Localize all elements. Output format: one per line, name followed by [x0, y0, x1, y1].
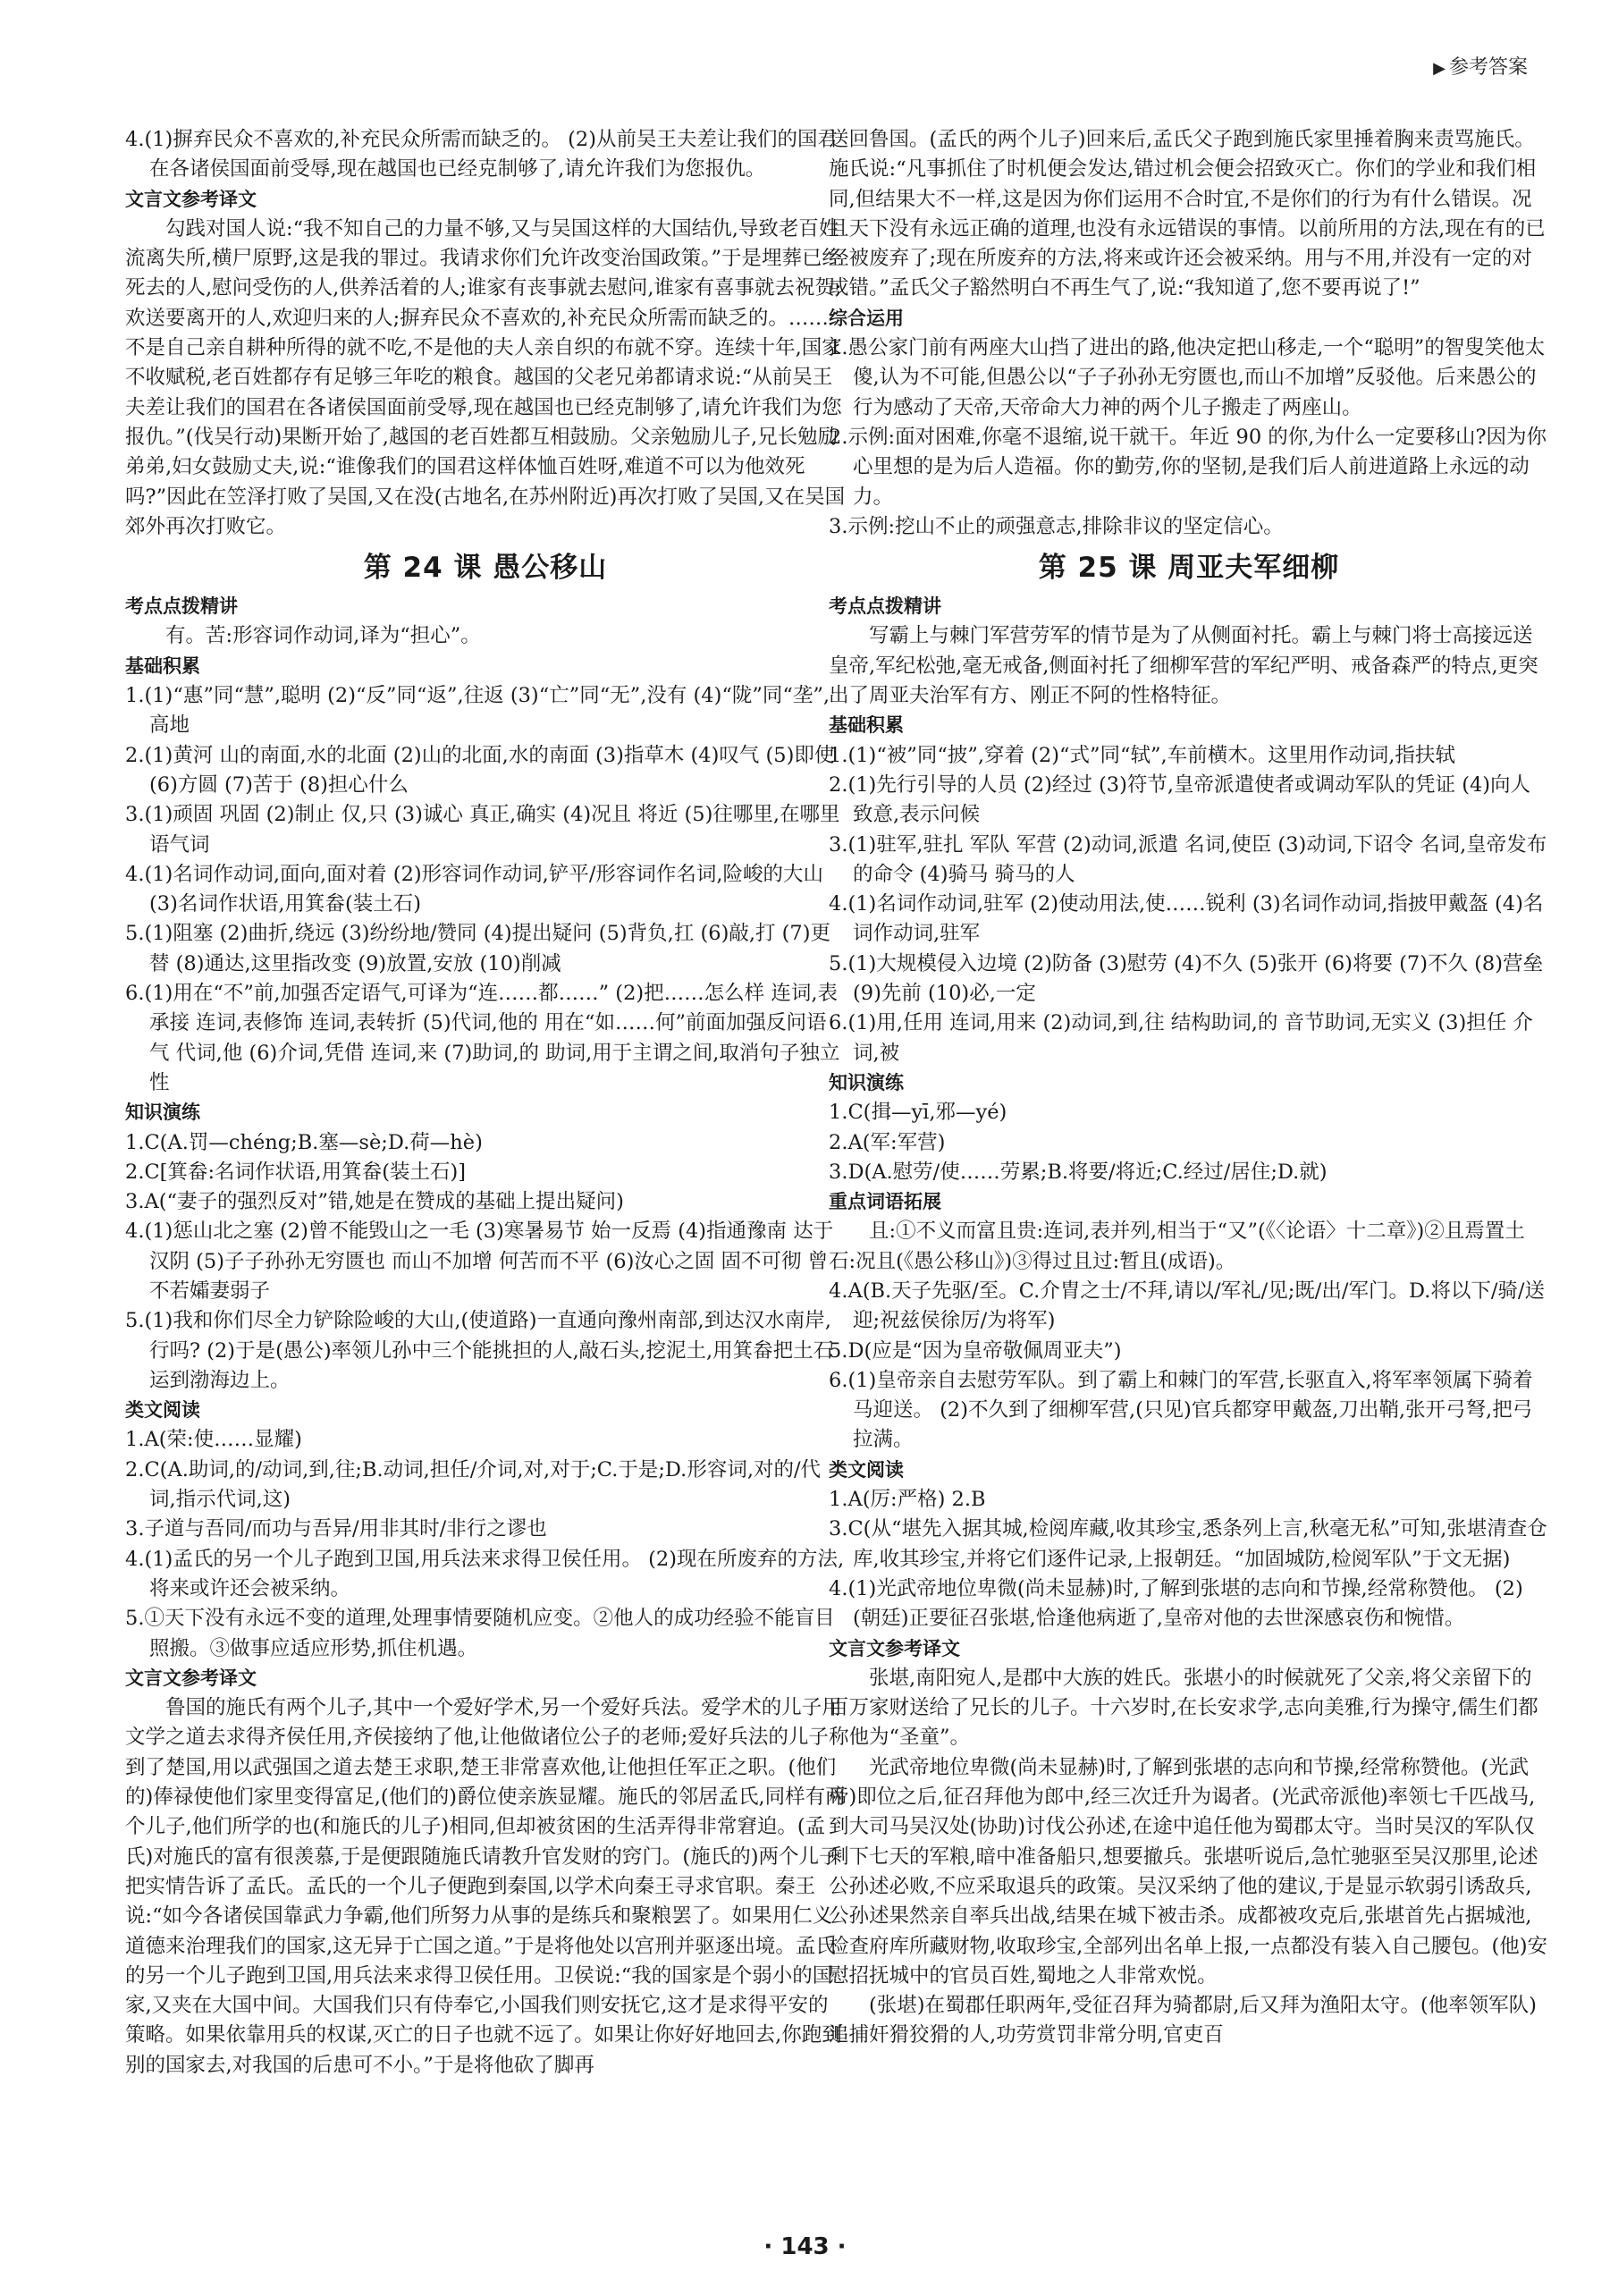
section-heading: 知识演练	[125, 1102, 200, 1124]
answer-item: 2.A(军:军营)	[829, 1130, 946, 1154]
left-column	[125, 125, 846, 2081]
answer-item: 4.(1)名词作动词,驻军 (2)使动用法,使……锐利 (3)名词作动词,指披甲戴盔 (4)名词作动词,驻军	[829, 892, 1544, 946]
right-column	[829, 125, 1549, 2051]
lesson-title: 第 25 课 周亚夫军细柳	[1038, 552, 1340, 585]
answer-item: 1.愚公家门前有两座大山挡了进出的路,他决定把山移走,一个“聪明”的智叟笑他太傻,认为不可能,但愚公以“子子孙孙无穷匮也,而山不加增”反驳他。后来愚公的行为感动了天帝,天帝命大力神的两个儿子搬走了两座山。	[829, 336, 1546, 419]
answer-item: 4.A(B.天子先驱/至。C.介胄之士/不拜,请以/军礼/见;既/出/军门。D.将以下/骑/送迎;祝兹侯徐厉/为将军)	[829, 1279, 1546, 1333]
answer-item: 2.示例:面对困难,你毫不退缩,说干就干。年近 90 的你,为什么一定要移山?因为你心里想的是为后人造福。你的勤劳,你的坚韧,是我们后人前进道路上永远的动力。	[829, 425, 1547, 509]
section-heading: 综合运用	[829, 307, 904, 329]
translation-text: 光武帝地位卑微(尚未显赫)时,了解到张堪的志向和节操,经常称赞他。(光武帝)即位之后,征召拜他为郎中,经三次迁升为谒者。(光武帝派他)率领七千匹战马,到大司马吴汉处(协助)讨伐公孙述,在途中追任他为蜀郡太守。当时吴汉的军队仅剩下七天的军粮,暗中准备船只,想要撤兵。张堪听说后,急忙驰驱至吴汉那里,论述公孙述必败,不应采取退兵的政策。吴汉采纳了他的建议,于是显示软弱引诱敌兵,公孙述果然亲自率兵出战,结果在城下被击杀。成都被攻克后,张堪首先占据城池,检查府库所藏财物,收取珍宝,全部列出名单上报,一点都没有装入自己腰包。(他)安慰招抚城中的官员百姓,蜀地之人非常欢悦。	[829, 1755, 1548, 1988]
answer-item: 3.子道与吾同/而功与吾异/用非其时/非行之谬也	[125, 1517, 547, 1541]
triangle-icon: ▶	[1433, 59, 1446, 78]
section-heading: 文言文参考译文	[125, 188, 257, 210]
answer-text: 且:①不义而富且贵:连词,表并列,相当于“又”(《〈论语〉十二章》)②且焉置土石:况且(《愚公移山》)③得过且过:暂且(成语)。	[829, 1220, 1525, 1273]
answer-item: 4.(1)惩山北之塞 (2)曾不能毁山之一毛 (3)寒暑易节 始一反焉 (4)指通豫南 达于汉阴 (5)子子孙孙无穷匮也 而山不加增 何苦而不平 (6)汝心之固 固不可彻 曾不若孀妻弱子	[125, 1220, 834, 1303]
answer-item: 5.(1)我和你们尽全力铲除险峻的大山,(使道路)一直通向豫州南部,到达汉水南岸,行吗? (2)于是(愚公)率领儿孙中三个能挑担的人,敲石头,挖泥土,用箕畚把土石运到渤海边上。	[125, 1309, 834, 1392]
section-heading: 类文阅读	[829, 1458, 904, 1481]
answer-item: 1.(1)“惠”同“慧”,聪明 (2)“反”同“返”,往返 (3)“亡”同“无”,没有 (4)“陇”同“垄”,高地	[125, 684, 830, 738]
answer-item: 5.(1)大规模侵入边境 (2)防备 (3)慰劳 (4)不久 (5)张开 (6)将要 (7)不久 (8)营垒 (9)先前 (10)必,一定	[829, 951, 1544, 1006]
answer-item: 4.(1)孟氏的另一个儿子跑到卫国,用兵法来求得卫侯任用。 (2)现在所废弃的方法,将来或许还会被采纳。	[125, 1547, 845, 1600]
answer-item: 5.①天下没有永远不变的道理,处理事情要随机应变。②他人的成功经验不能盲目照搬。③做事应适应形势,抓住机遇。	[125, 1607, 835, 1660]
answer-item: 2.(1)先行引导的人员 (2)经过 (3)符节,皇帝派遣使者或调动军队的凭证 (4)向人致意,表示问候	[829, 772, 1531, 827]
answer-item: 3.(1)顽固 巩固 (2)制止 仅,只 (3)诚心 真正,确实 (4)况且 将近 (5)往哪里,在哪里 语气词	[125, 803, 840, 857]
section-heading: 知识演练	[829, 1071, 904, 1093]
answer-item: 5.(1)阻塞 (2)曲折,绕远 (3)纷纷地/赞同 (4)提出疑问 (5)背负,扛 (6)敲,打 (7)更替 (8)通达,这里指改变 (9)放置,安放 (10)削减	[125, 922, 831, 975]
answer-item: 4.(1)名词作动词,面向,面对着 (2)形容词作动词,铲平/形容词作名词,险峻的大山 (3)名词作状语,用箕畚(装土石)	[125, 862, 824, 916]
section-heading: 基础积累	[829, 714, 904, 737]
section-heading: 考点点拨精讲	[125, 595, 238, 618]
answer-item: 2.(1)黄河 山的南面,水的北面 (2)山的北面,水的南面 (3)指草木 (4)叹气 (5)即使 (6)方圆 (7)苦于 (8)担心什么	[125, 743, 835, 797]
answer-item: 1.A(荣:使……显耀)	[125, 1428, 302, 1452]
answer-text: 写霸上与棘门军营劳军的情节是为了从侧面衬托。霸上与棘门将士高接远送皇帝,军纪松弛,毫无戒备,侧面衬托了细柳军营的军纪严明、戒备森严的特点,更突出了周亚夫治军有方、刚正不阿的性格特征。	[829, 624, 1538, 708]
answer-item: 6.(1)用,任用 连词,用来 (2)动词,到,往 结构助词,的 音节助词,无实义 (3)担任 介词,被	[829, 1011, 1533, 1065]
answer-item: 1.C(A.罚—chéng;B.塞—sè;D.荷—hè)	[125, 1130, 483, 1154]
section-header	[1433, 52, 1528, 80]
answer-item: 5.D(应是“因为皇帝敬佩周亚夫”)	[829, 1338, 1122, 1363]
lesson-title: 第 24 课 愚公移山	[363, 552, 608, 585]
answer-item: 3.(1)驻军,驻扎 军队 军营 (2)动词,派遣 名词,使臣 (3)动词,下诏令 名词,皇帝发布的命令 (4)骑马 骑马的人	[829, 832, 1547, 886]
answer-text: 4.(1)摒弃民众不喜欢的,补充民众所需而缺乏的。 (2)从前吴王夫差让我们的国君在各诸侯国面前受辱,现在越国也已经克制够了,请允许我们为您报仇。	[125, 128, 839, 181]
answer-item: 3.示例:挖山不止的顽强意志,排除非议的坚定信心。	[829, 514, 1284, 538]
answer-item: 2.C[箕畚:名词作状语,用箕畚(装土石)]	[125, 1160, 467, 1184]
answer-item: 4.(1)光武帝地位卑微(尚未显赫)时,了解到张堪的志向和节操,经常称赞他。 (2)(朝廷)正要征召张堪,恰逢他病逝了,皇帝对他的去世深感哀伤和惋惜。	[829, 1576, 1523, 1631]
answer-item: 3.D(A.慰劳/使……劳累;B.将要/将近;C.经过/居住;D.就)	[829, 1160, 1328, 1184]
translation-text: 勾践对国人说:“我不知自己的力量不够,又与吴国这样的大国结仇,导致老百姓流离失所,横尸原野,这是我的罪过。我请求你们允许改变治国政策。”于是埋葬已经死去的人,慰问受伤的人,供养活着的人;谁家有丧事就去慰问,谁家有喜事就去祝贺;欢送要离开的人,欢迎归来的人;摒弃民众不喜欢的,补充民众所需而缺乏的。……不是自己亲自耕种所得的就不吃,不是他的夫人亲自织的布就不穿。连续十年,国家不收赋税,老百姓都存有足够三年吃的粮食。越国的父老兄弟都请求说:“从前吴王夫差让我们的国君在各诸侯国面前受辱,现在越国也已经克制够了,请允许我们为您报仇。”(伐吴行动)果断开始了,越国的老百姓都互相鼓励。父亲勉励儿子,兄长勉励弟弟,妇女鼓励丈夫,说:“谁像我们的国君这样体恤百姓呀,难道不可以为他效死吗?”因此在笠泽打败了吴国,又在没(古地名,在苏州附近)再次打败了吴国,又在吴国郊外再次打败它。	[125, 216, 846, 538]
answer-item: 1.A(厉:严格) 2.B	[829, 1488, 986, 1512]
answer-item: 3.C(从“堪先入据其城,检阅库藏,收其珍宝,悉条列上言,秋毫无私”可知,张堪清查仓库,收其珍宝,并将它们逐件记录,上报朝廷。“加固城防,检阅军队”于文无据)	[829, 1517, 1547, 1571]
answer-item: 1.(1)“被”同“披”,穿着 (2)“式”同“轼”,车前横木。这里用作动词,指扶轼	[829, 743, 1455, 767]
answer-item: 1.C(揖—yī,邪—yé)	[829, 1101, 1007, 1125]
answer-text: 有。苦:形容词作动词,译为“担心”。	[165, 624, 481, 648]
section-heading: 类文阅读	[125, 1399, 200, 1422]
translation-text: 送回鲁国。(孟氏的两个儿子)回来后,孟氏父子跑到施氏家里捶着胸来责骂施氏。施氏说:“凡事抓住了时机便会发达,错过机会便会招致灭亡。你们的学业和我们相同,但结果大不一样,这是因为你们运用不合时宜,不是你们的行为有什么错误。况且天下没有永远正确的道理,也没有永远错误的事情。以前所用的方法,现在有的已经被废弃了;现在所废弃的方法,将来或许还会被采纳。用与不用,并没有一定的对或错。”孟氏父子豁然明白不再生气了,说:“我知道了,您不要再说了!”	[829, 128, 1546, 300]
page-number: · 143 ·	[763, 2233, 847, 2260]
answer-item: 2.C(A.助词,的/动词,到,往;B.动词,担任/介词,对,对于;C.于是;D.形容词,对的/代词,指示代词,这)	[125, 1457, 822, 1512]
translation-text: (张堪)在蜀郡任职两年,受征召拜为骑都尉,后又拜为渔阳太守。(他率领军队)追捕奸猾狡猾的人,功劳赏罚非常分明,官吏百	[829, 1994, 1537, 2047]
answer-item: 6.(1)皇帝亲自去慰劳军队。到了霸上和棘门的军营,长驱直入,将军率领属下骑着马迎送。 (2)不久到了细柳军营,(只见)官兵都穿甲戴盔,刀出鞘,张开弓弩,把弓拉满。	[829, 1368, 1533, 1452]
answer-item: 3.A(“妻子的强烈反对”错,她是在赞成的基础上提出疑问)	[125, 1190, 624, 1214]
translation-text: 张堪,南阳宛人,是郡中大族的姓氏。张堪小的时候就死了父亲,将父亲留下的百万家财送给了兄长的儿子。十六岁时,在长安求学,志向美雅,行为操守,儒生们都称他为“圣童”。	[829, 1666, 1538, 1750]
section-heading: 文言文参考译文	[829, 1637, 960, 1659]
section-heading: 文言文参考译文	[125, 1667, 257, 1689]
section-heading: 考点点拨精讲	[829, 595, 941, 618]
section-heading: 基础积累	[125, 654, 200, 677]
translation-text: 鲁国的施氏有两个儿子,其中一个爱好学术,另一个爱好兵法。爱学术的儿子用文学之道去求得齐侯任用,齐侯接纳了他,让他做诸位公子的老师;爱好兵法的儿子到了楚国,用以武强国之道去楚王求职,楚王非常喜欢他,让他担任军正之职。(他们的)俸禄使他们家里变得富足,(他们的)爵位使亲族显耀。施氏的邻居孟氏,同样有两个儿子,他们所学的也(和施氏的儿子)相同,但却被贫困的生活弄得非常窘迫。(孟氏)对施氏的富有很羡慕,于是便跟随施氏请教升官发财的窍门。(施氏的)两个儿子把实情告诉了孟氏。孟氏的一个儿子便跑到秦国,以学术向秦王寻求官职。秦王说:“如今各诸侯国靠武力争霸,他们所努力从事的是练兵和聚粮罢了。如果用仁义道德来治理我们的国家,这无异于亡国之道。”于是将他处以宫刑并驱逐出境。孟氏的另一个儿子跑到卫国,用兵法来求得卫侯任用。卫侯说:“我的国家是个弱小的国家,又夹在大国中间。大国我们只有侍奉它,小国我们则安抚它,这才是求得平安的策略。如果依靠用兵的权谋,灭亡的日子也就不远了。如果让你好好地回去,你跑到别的国家去,对我国的后患可不小。”于是将他砍了脚再	[125, 1696, 846, 2077]
answer-item: 6.(1)用在“不”前,加强否定语气,可译为“连……都……” (2)把……怎么样 连词,表承接 连词,表修饰 连词,表转折 (5)代词,他的 用在“如……何”前面加强反问语气 代词,他 (6)介词,凭借 连词,来 (7)助词,的 助词,用于主谓之间,取消句子独立性	[125, 982, 840, 1094]
header-label: 参考答案	[1448, 56, 1528, 79]
section-heading: 重点词语拓展	[829, 1191, 941, 1213]
